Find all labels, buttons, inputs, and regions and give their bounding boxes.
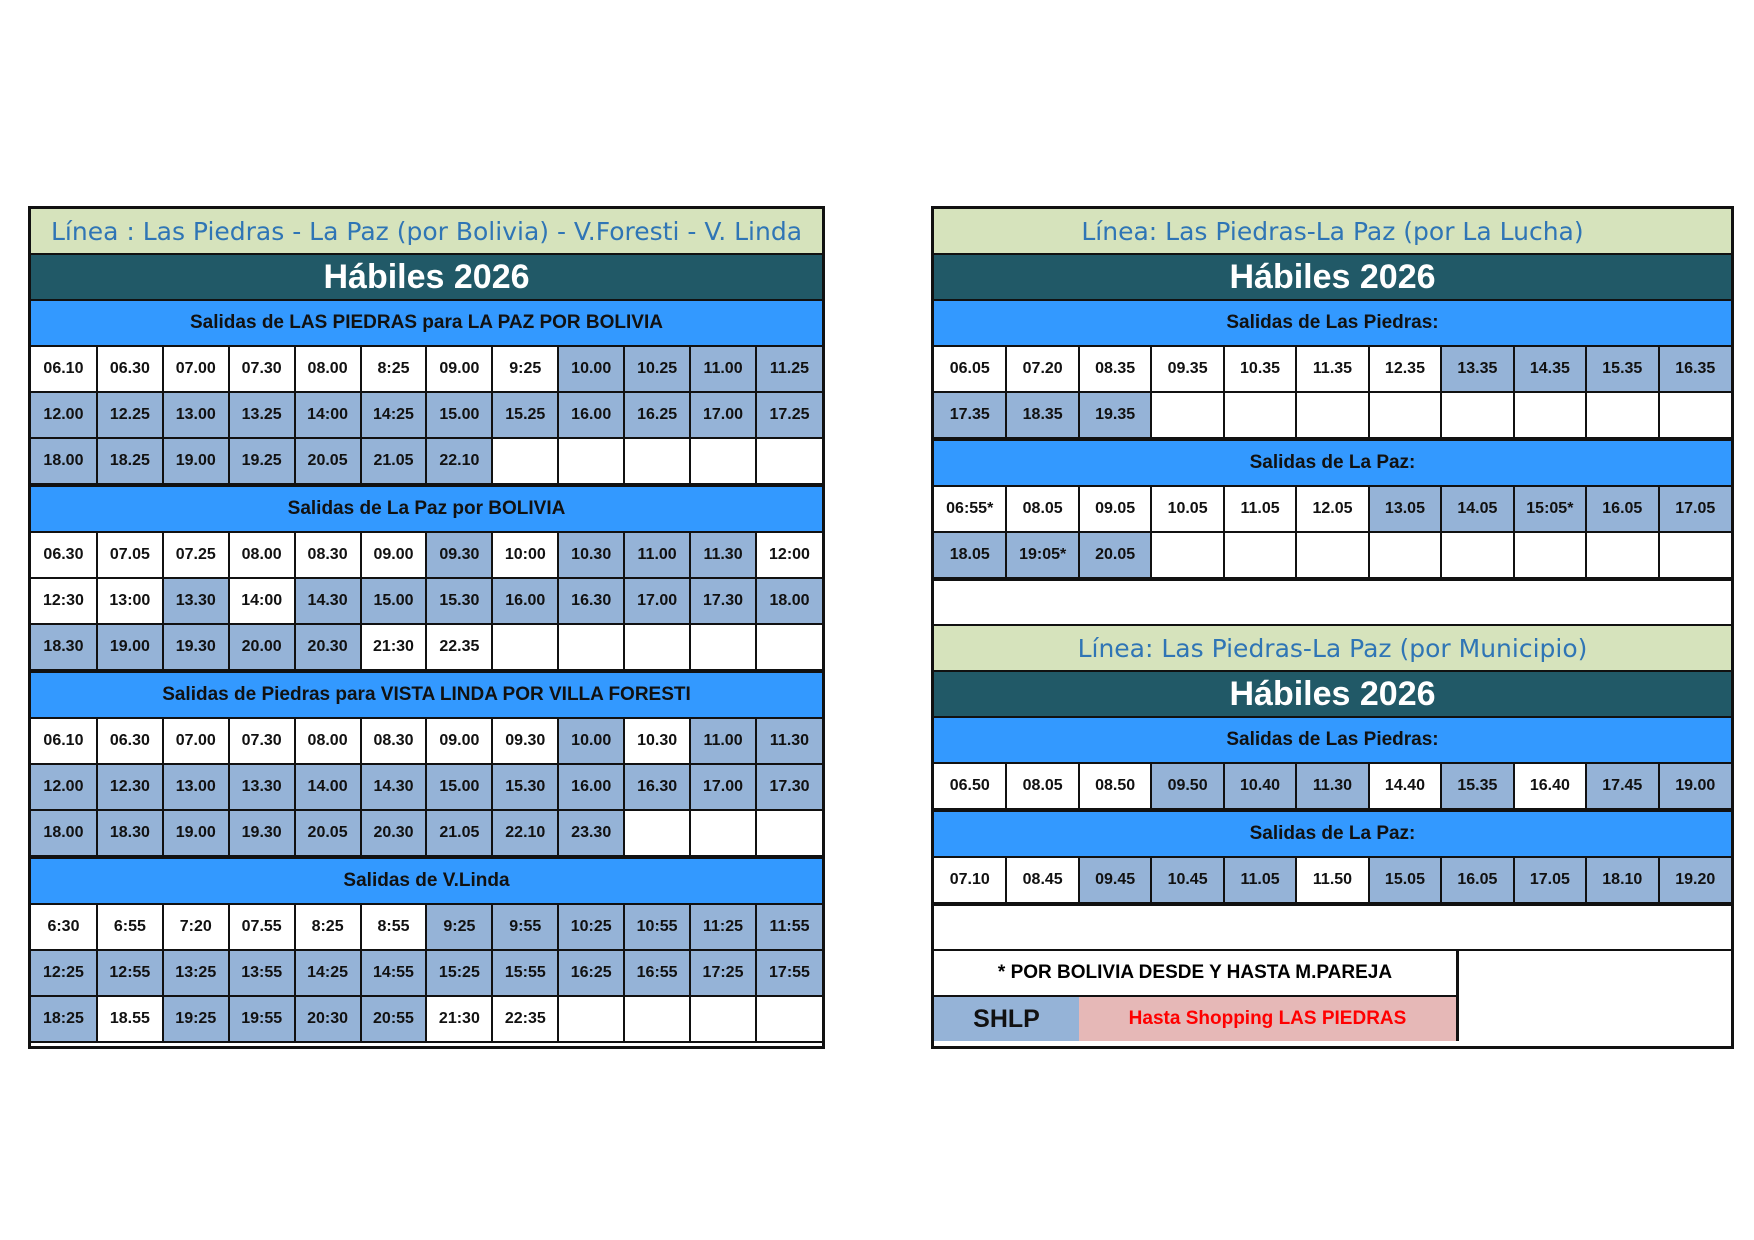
departure-time: 08.00 [229,533,295,578]
departure-time: 08.30 [295,533,361,578]
departure-time: 17.25 [756,392,822,438]
departure-time: 07.05 [97,533,163,578]
empty-cell [1369,532,1441,578]
departure-time: 07.25 [163,533,229,578]
empty-cell [624,624,690,670]
spacer-row [934,906,1731,951]
spacer-row [934,581,1731,626]
departure-time: 21:30 [426,996,492,1042]
legend-box [934,951,1459,1041]
departure-time: 14.30 [295,578,361,624]
line-title: Línea : Las Piedras - La Paz (por Bolivia) - V.Foresti - V. Linda [31,209,822,255]
departure-time: 19.25 [229,438,295,484]
departure-time: 19:25 [163,996,229,1042]
empty-cell [1441,392,1513,438]
departure-time: 06.30 [97,347,163,392]
departure-time: 10.05 [1151,487,1223,532]
empty-cell [1224,392,1296,438]
departure-time: 21:30 [361,624,427,670]
departure-time: 16.35 [1659,347,1731,392]
departure-time: 17.00 [624,578,690,624]
table-row [31,996,822,1042]
departure-time: 22.10 [426,438,492,484]
table-wrapper [934,858,1731,906]
departure-time: 20:55 [361,996,427,1042]
departure-time: 15.35 [1586,347,1658,392]
table-wrapper [31,719,822,859]
section-heading: Salidas de V.Linda [31,859,822,905]
departure-time: 11.50 [1296,858,1368,903]
departure-time: 15.00 [361,578,427,624]
departure-time: 19.00 [1659,764,1731,809]
departure-time: 14:55 [361,950,427,996]
departure-time: 11.00 [624,533,690,578]
departure-time: 9:55 [492,905,558,950]
departure-time: 16.00 [558,764,624,810]
departure-time: 7:20 [163,905,229,950]
departure-time: 06.50 [934,764,1006,809]
empty-cell [756,996,822,1042]
departure-time: 13.30 [229,764,295,810]
table-row [934,392,1731,438]
departure-time: 07.00 [163,719,229,764]
departure-time: 14:25 [361,392,427,438]
section-heading: Salidas de Las Piedras: [934,301,1731,347]
departure-time: 16.00 [492,578,558,624]
departure-table [934,487,1731,579]
departure-time: 13.00 [163,764,229,810]
departure-time: 08.05 [1006,487,1078,532]
departure-time: 18.25 [97,438,163,484]
empty-cell [756,810,822,856]
departure-time: 11:25 [690,905,756,950]
departure-time: 13.25 [229,392,295,438]
departure-time: 15.00 [426,392,492,438]
departure-time: 07.55 [229,905,295,950]
departure-time: 13.35 [1441,347,1513,392]
departure-time: 17.00 [690,392,756,438]
departure-time: 20.05 [295,810,361,856]
departure-time: 15:05* [1514,487,1586,532]
left-sections [31,301,822,1043]
table-row [31,347,822,392]
departure-time: 19.20 [1659,858,1731,903]
departure-table [31,905,822,1043]
table-wrapper [31,533,822,673]
departure-time: 11.05 [1224,858,1296,903]
departure-time: 07.30 [229,719,295,764]
departure-time: 12.00 [31,392,97,438]
legend-code: SHLP [934,997,1079,1041]
departure-table [31,347,822,485]
departure-time: 09.45 [1079,858,1151,903]
departure-time: 13:00 [97,578,163,624]
departure-time: 09.30 [426,533,492,578]
table-row [31,810,822,856]
departure-time: 09.35 [1151,347,1223,392]
section-heading: Salidas de LAS PIEDRAS para LA PAZ POR BOLIVIA [31,301,822,347]
empty-cell [492,624,558,670]
departure-time: 17.45 [1586,764,1658,809]
departure-time: 16.00 [558,392,624,438]
departure-time: 08.50 [1079,764,1151,809]
departure-time: 16.40 [1514,764,1586,809]
table-row [934,764,1731,809]
departure-time: 18.30 [97,810,163,856]
table-row [31,905,822,950]
departure-time: 10:55 [624,905,690,950]
departure-time: 18:25 [31,996,97,1042]
departure-time: 15.30 [426,578,492,624]
departure-time: 15.25 [492,392,558,438]
empty-cell [1296,532,1368,578]
departure-time: 09.05 [1079,487,1151,532]
departure-time: 12:55 [97,950,163,996]
table-wrapper [934,347,1731,441]
empty-cell [1296,392,1368,438]
departure-time: 06.10 [31,347,97,392]
departure-time: 18.10 [1586,858,1658,903]
table-row [31,764,822,810]
departure-time: 11.25 [756,347,822,392]
departure-time: 08.00 [295,347,361,392]
departure-time: 10.30 [558,533,624,578]
departure-time: 10.30 [624,719,690,764]
departure-table [31,533,822,671]
departure-time: 08.00 [295,719,361,764]
departure-time: 12:25 [31,950,97,996]
departure-table [934,764,1731,810]
empty-cell [624,438,690,484]
section-heading: Salidas de Piedras para VISTA LINDA POR VILLA FORESTI [31,673,822,719]
departure-time: 13.05 [1369,487,1441,532]
empty-cell [1224,532,1296,578]
departure-time: 19.00 [163,810,229,856]
departure-time: 8:25 [361,347,427,392]
departure-time: 12.30 [97,764,163,810]
section-heading: Salidas de Las Piedras: [934,718,1731,764]
empty-cell [756,624,822,670]
empty-cell [1369,392,1441,438]
departure-time: 16.30 [558,578,624,624]
departure-time: 15.30 [492,764,558,810]
table-row [934,532,1731,578]
departure-time: 07.30 [229,347,295,392]
departure-time: 6:30 [31,905,97,950]
departure-table [934,347,1731,439]
departure-time: 17:55 [756,950,822,996]
departure-time: 22.10 [492,810,558,856]
schedule-heading-municipio: Hábiles 2026 [934,672,1731,718]
empty-cell [624,996,690,1042]
departure-time: 14.40 [1369,764,1441,809]
departure-time: 10.00 [558,719,624,764]
departure-time: 11.00 [690,719,756,764]
departure-time: 06.30 [31,533,97,578]
table-row [31,438,822,484]
departure-time: 18.30 [31,624,97,670]
departure-time: 19.00 [163,438,229,484]
table-wrapper [31,347,822,487]
departure-time: 18.05 [934,532,1006,578]
departure-time: 19:05* [1006,532,1078,578]
departure-time: 06.10 [31,719,97,764]
departure-time: 06.30 [97,719,163,764]
departure-time: 14:00 [295,392,361,438]
empty-cell [1514,392,1586,438]
departure-time: 08.05 [1006,764,1078,809]
table-row [31,533,822,578]
legend-description: Hasta Shopping LAS PIEDRAS [1079,997,1456,1041]
empty-cell [1151,532,1223,578]
departure-time: 11.30 [756,719,822,764]
departure-time: 16.05 [1441,858,1513,903]
section-heading: Salidas de La Paz por BOLIVIA [31,487,822,533]
table-row [934,858,1731,903]
departure-time: 9:25 [426,905,492,950]
departure-time: 14:00 [229,578,295,624]
departure-time: 10.35 [1224,347,1296,392]
departure-time: 18.55 [97,996,163,1042]
table-row [31,624,822,670]
departure-time: 20.05 [1079,532,1151,578]
departure-time: 14.00 [295,764,361,810]
departure-time: 18.35 [1006,392,1078,438]
departure-time: 13.30 [163,578,229,624]
departure-time: 14.30 [361,764,427,810]
departure-time: 10.25 [624,347,690,392]
section-heading: Salidas de La Paz: [934,812,1731,858]
departure-time: 22.35 [426,624,492,670]
departure-time: 23.30 [558,810,624,856]
departure-time: 11:55 [756,905,822,950]
empty-cell [690,438,756,484]
departure-time: 11.00 [690,347,756,392]
departure-time: 12:30 [31,578,97,624]
departure-time: 16.30 [624,764,690,810]
departure-time: 12.00 [31,764,97,810]
departure-time: 06.05 [934,347,1006,392]
departure-time: 17.00 [690,764,756,810]
departure-time: 8:55 [361,905,427,950]
departure-time: 19.30 [229,810,295,856]
empty-cell [1151,392,1223,438]
departure-time: 20.00 [229,624,295,670]
departure-time: 10.45 [1151,858,1223,903]
departure-time: 14.35 [1514,347,1586,392]
departure-time: 15.05 [1369,858,1441,903]
departure-time: 16.25 [624,392,690,438]
departure-time: 09.00 [426,347,492,392]
departure-table [934,858,1731,904]
departure-time: 19.00 [97,624,163,670]
legend-note: * POR BOLIVIA DESDE Y HASTA M.PAREJA [934,951,1456,997]
departure-time: 09.00 [426,719,492,764]
departure-time: 07.00 [163,347,229,392]
departure-time: 21.05 [361,438,427,484]
departure-time: 13.00 [163,392,229,438]
empty-cell [1586,532,1658,578]
empty-cell [1514,532,1586,578]
empty-cell [690,624,756,670]
lucha-sections [934,301,1731,581]
table-row [31,719,822,764]
empty-cell [624,810,690,856]
las-piedras-bolivia-timetable [28,206,825,1049]
table-row [934,347,1731,392]
departure-time: 15.00 [426,764,492,810]
departure-time: 18.00 [31,810,97,856]
empty-cell [492,438,558,484]
table-wrapper [31,905,822,1043]
departure-time: 17.05 [1659,487,1731,532]
departure-time: 16:25 [558,950,624,996]
departure-time: 07.20 [1006,347,1078,392]
legend [934,951,1731,1041]
departure-time: 6:55 [97,905,163,950]
departure-time: 09.50 [1151,764,1223,809]
departure-time: 08.35 [1079,347,1151,392]
departure-time: 17.30 [756,764,822,810]
departure-time: 9:25 [492,347,558,392]
departure-table [31,719,822,857]
empty-cell [756,438,822,484]
departure-time: 15.35 [1441,764,1513,809]
departure-time: 09.00 [361,533,427,578]
schedule-heading-lucha: Hábiles 2026 [934,255,1731,301]
departure-time: 16.05 [1586,487,1658,532]
empty-cell [690,810,756,856]
departure-time: 12.05 [1296,487,1368,532]
departure-time: 20.30 [295,624,361,670]
departure-time: 17.05 [1514,858,1586,903]
departure-time: 12.25 [97,392,163,438]
schedule-heading: Hábiles 2026 [31,255,822,301]
empty-cell [1659,532,1731,578]
departure-time: 13:55 [229,950,295,996]
line-title-lucha: Línea: Las Piedras-La Paz (por La Lucha) [934,209,1731,255]
departure-time: 22:35 [492,996,558,1042]
table-row [31,950,822,996]
departure-time: 11.30 [1296,764,1368,809]
empty-cell [690,996,756,1042]
municipio-sections [934,718,1731,906]
departure-time: 10.40 [1224,764,1296,809]
departure-time: 20.05 [295,438,361,484]
departure-time: 19.30 [163,624,229,670]
departure-time: 06:55* [934,487,1006,532]
empty-cell [558,624,624,670]
departure-time: 14.05 [1441,487,1513,532]
departure-time: 14:25 [295,950,361,996]
section-heading: Salidas de La Paz: [934,441,1731,487]
departure-time: 11.35 [1296,347,1368,392]
table-row [31,392,822,438]
departure-time: 10:00 [492,533,558,578]
empty-cell [558,438,624,484]
departure-time: 15:55 [492,950,558,996]
la-lucha-municipio-timetable [931,206,1734,1049]
departure-time: 20.30 [361,810,427,856]
departure-time: 17.30 [690,578,756,624]
departure-time: 18.00 [31,438,97,484]
table-wrapper [934,764,1731,812]
legend-row [934,997,1456,1041]
departure-time: 8:25 [295,905,361,950]
departure-time: 11.05 [1224,487,1296,532]
departure-time: 12:00 [756,533,822,578]
line-title-municipio: Línea: Las Piedras-La Paz (por Municipio) [934,626,1731,672]
departure-time: 20:30 [295,996,361,1042]
departure-time: 19:55 [229,996,295,1042]
table-row [934,487,1731,532]
empty-cell [558,996,624,1042]
departure-time: 08.30 [361,719,427,764]
departure-time: 15:25 [426,950,492,996]
departure-time: 19.35 [1079,392,1151,438]
departure-time: 16:55 [624,950,690,996]
empty-cell [1586,392,1658,438]
empty-cell [1441,532,1513,578]
empty-cell [1659,392,1731,438]
departure-time: 12.35 [1369,347,1441,392]
departure-time: 17:25 [690,950,756,996]
table-wrapper [934,487,1731,581]
departure-time: 10:25 [558,905,624,950]
departure-time: 11.30 [690,533,756,578]
departure-time: 08.45 [1006,858,1078,903]
departure-time: 13:25 [163,950,229,996]
departure-time: 21.05 [426,810,492,856]
departure-time: 17.35 [934,392,1006,438]
departure-time: 18.00 [756,578,822,624]
departure-time: 09.30 [492,719,558,764]
table-row [31,578,822,624]
departure-time: 10.00 [558,347,624,392]
departure-time: 07.10 [934,858,1006,903]
